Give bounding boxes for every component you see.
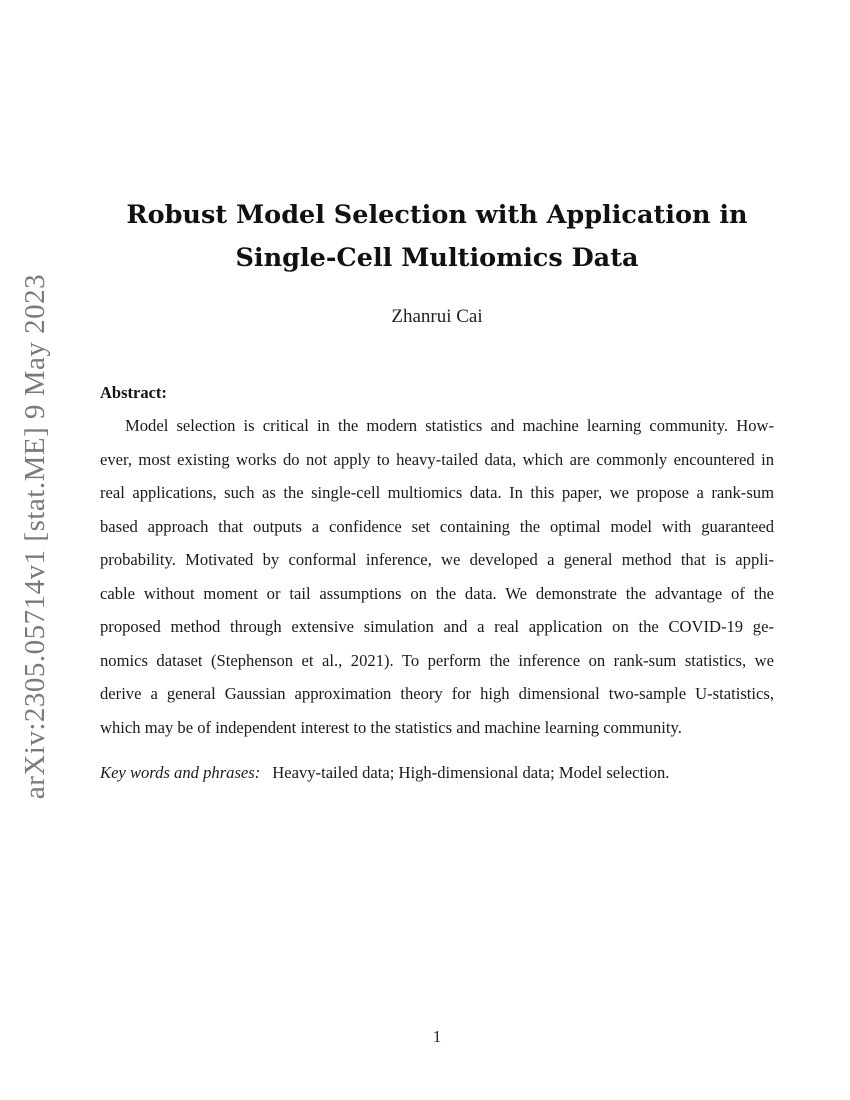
abstract-line: cable without moment or tail assumptions on the data. We demonstrate the advantage of the <box>100 583 774 603</box>
abstract-line: proposed method through extensive simulation and a real application on the COVID-19 ge- <box>100 617 774 636</box>
abstract-line: based approach that outputs a confidence set containing the optimal model with guaranteed <box>100 516 774 536</box>
abstract-line: ever, most existing works do not apply to heavy-tailed data, which are commonly encountered in <box>100 449 774 469</box>
arxiv-identifier-stamp <box>18 273 54 799</box>
abstract-line: probability. Motivated by conformal inference, we developed a general method that is appli- <box>100 550 774 569</box>
abstract-line: nomics dataset (Stephenson et al., 2021). To perform the inference on rank-sum statistics, we <box>100 650 774 670</box>
abstract-body <box>100 413 774 748</box>
abstract-line: derive a general Gaussian approximation theory for high dimensional two-sample U-statistics, <box>100 684 774 703</box>
abstract-line: which may be of independent interest to the statistics and machine learning community. <box>100 717 682 737</box>
arxiv-identifier-text: arXiv:2305.05714v1 [stat.ME] 9 May 2023 <box>19 273 52 799</box>
keywords-label: Key words and phrases: <box>100 763 261 782</box>
abstract-heading: Abstract: <box>100 383 167 402</box>
paper-title <box>100 194 774 280</box>
author-name: Zhanrui Cai <box>391 306 483 327</box>
title-line-2: Single-Cell Multiomics Data <box>235 243 639 273</box>
keywords-text: Heavy-tailed data; High-dimensional data; Model selection. <box>272 763 670 782</box>
abstract-line: real applications, such as the single-cell multiomics data. In this paper, we propose a rank-sum <box>100 483 774 502</box>
abstract-line: Model selection is critical in the modern statistics and machine learning community. How- <box>125 416 774 435</box>
keywords <box>100 760 774 785</box>
title-line-1: Robust Model Selection with Application in <box>126 200 748 230</box>
page-number: 1 <box>432 1027 442 1046</box>
